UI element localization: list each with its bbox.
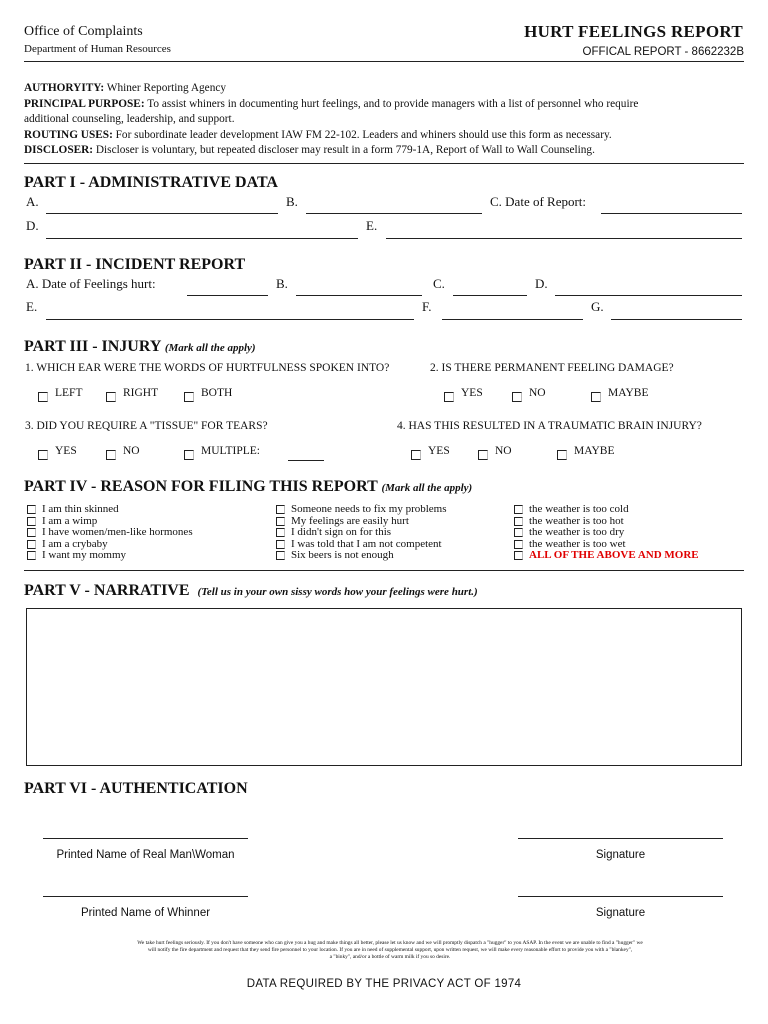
part3-question-4: 4. HAS THIS RESULTED IN A TRAUMATIC BRAIN INJURY? <box>397 420 702 432</box>
reason-mommy[interactable] <box>27 550 193 562</box>
reason-checkbox[interactable] <box>514 528 523 537</box>
signature-2-label: Signature <box>595 907 646 919</box>
q2-maybe-label: MAYBE <box>608 387 649 399</box>
part4-reasons-col3 <box>514 504 699 562</box>
reason-checkbox[interactable] <box>276 540 285 549</box>
part3-question-3: 3. DID YOU REQUIRE A "TISSUE" FOR TEARS? <box>25 420 268 432</box>
q4-maybe-label: MAYBE <box>574 445 615 457</box>
part2-label-e: E. <box>26 299 38 314</box>
fine-print-line-1: We take hurt feelings seriously. If you don't have someone who can give you a hug and make things all better, please let us know and we will promptly dispatch a "hugger" to you ASAP. In the event we are unable to find a "hugger" we <box>137 940 643 946</box>
q3-no-checkbox[interactable] <box>106 450 116 460</box>
routing-label: ROUTING USES: <box>24 128 113 141</box>
q1-left-label: LEFT <box>55 387 83 399</box>
part1-field-a[interactable] <box>46 213 278 214</box>
part3-subtitle: (Mark all the apply) <box>164 342 256 354</box>
part3-title-text: PART III - INJURY <box>24 338 161 355</box>
part3-question-2: 2. IS THERE PERMANENT FEELING DAMAGE? <box>430 362 674 374</box>
part2-title: PART II - INCIDENT REPORT <box>24 256 246 273</box>
part4-reasons-col2 <box>276 504 447 562</box>
part1-field-date-of-report[interactable] <box>601 213 742 214</box>
q1-both-label: BOTH <box>201 387 233 399</box>
signature-1-field[interactable] <box>518 838 723 839</box>
reason-label: I was told that I am not competent <box>291 537 442 550</box>
reason-checkbox[interactable] <box>514 505 523 514</box>
report-id: OFFICAL REPORT - 8662232B <box>582 46 744 58</box>
discloser-text: Discloser is voluntary, but repeated discloser may result in a form 779-1A, Report of Wall to Wall Counseling. <box>93 144 595 157</box>
q2-no-checkbox[interactable] <box>512 392 522 402</box>
part2-label-c: C. <box>433 276 445 291</box>
signature-1-label: Signature <box>595 849 646 861</box>
reason-label: I am a crybaby <box>42 537 108 550</box>
narrative-textarea[interactable] <box>26 608 742 766</box>
q1-right-label: RIGHT <box>123 387 159 399</box>
part4-title <box>24 478 472 496</box>
reason-highlight-label: ALL OF THE ABOVE AND MORE <box>529 549 699 561</box>
report-title: HURT FEELINGS REPORT <box>524 22 743 41</box>
q2-no-label: NO <box>529 387 546 399</box>
reason-checkbox[interactable] <box>514 517 523 526</box>
signature-2-field[interactable] <box>518 896 723 897</box>
reason-checkbox[interactable] <box>276 551 285 560</box>
part1-field-b[interactable] <box>306 213 482 214</box>
q1-both-checkbox[interactable] <box>184 392 194 402</box>
reason-label: I have women/men-like hormones <box>42 526 193 538</box>
part2-label-f: F. <box>422 299 432 314</box>
routing-text: For subordinate leader development IAW FM 22-102. Leaders and whiners should use this form as necessary. <box>112 128 612 141</box>
part5-title <box>24 582 478 600</box>
part2-label-g: G. <box>591 299 604 314</box>
printed-name-real-field[interactable] <box>43 838 248 839</box>
part1-title: PART I - ADMINISTRATIVE DATA <box>24 174 278 191</box>
part1-label-c: C. Date of Report: <box>490 194 587 209</box>
reason-checkbox[interactable] <box>27 517 36 526</box>
reason-label: I want my mommy <box>42 549 127 561</box>
part4-divider <box>24 570 744 571</box>
part1-label-d: D. <box>26 218 39 233</box>
purpose-text-cont: additional counseling, leadership, and support. <box>24 113 235 126</box>
part1-label-e: E. <box>366 218 378 233</box>
part3-title <box>24 338 256 356</box>
q3-multiple-field[interactable] <box>288 460 324 461</box>
reason-checkbox[interactable] <box>27 551 36 560</box>
q3-no-label: NO <box>123 445 140 457</box>
reason-checkbox[interactable] <box>27 528 36 537</box>
part1-label-b: B. <box>286 194 298 209</box>
q1-left-checkbox[interactable] <box>38 392 48 402</box>
q1-right-checkbox[interactable] <box>106 392 116 402</box>
reason-label: My feelings are easily hurt <box>291 514 409 527</box>
q3-multiple-checkbox[interactable] <box>184 450 194 460</box>
part2-label-b: B. <box>276 276 288 291</box>
reason-checkbox[interactable] <box>27 505 36 514</box>
part2-field-d[interactable] <box>555 295 742 296</box>
q3-yes-checkbox[interactable] <box>38 450 48 460</box>
reason-checkbox[interactable] <box>276 528 285 537</box>
authority-text: Whiner Reporting Agency <box>104 82 227 94</box>
part4-reasons-col1 <box>27 504 193 562</box>
reason-all-of-the-above[interactable] <box>514 550 699 562</box>
part1-field-d[interactable] <box>46 238 358 239</box>
purpose-label: PRINCIPAL PURPOSE: <box>24 97 145 110</box>
purpose-text: To assist whiners in documenting hurt feelings, and to provide managers with a list of personnel who require <box>144 97 639 110</box>
part1-field-e[interactable] <box>386 238 742 239</box>
authority-block <box>24 81 638 159</box>
q2-yes-checkbox[interactable] <box>444 392 454 402</box>
privacy-act-notice: DATA REQUIRED BY THE PRIVACY ACT OF 1974 <box>246 978 522 990</box>
part2-field-date-of-feelings-hurt[interactable] <box>187 295 268 296</box>
q4-no-checkbox[interactable] <box>478 450 488 460</box>
printed-name-whinner-field[interactable] <box>43 896 248 897</box>
q2-yes-label: YES <box>461 387 483 399</box>
reason-checkbox[interactable] <box>514 540 523 549</box>
q4-maybe-checkbox[interactable] <box>557 450 567 460</box>
part1-label-a: A. <box>26 194 39 209</box>
reason-checkbox[interactable] <box>276 505 285 514</box>
reason-checkbox[interactable] <box>276 517 285 526</box>
reason-checkbox[interactable] <box>514 551 523 560</box>
part2-field-e[interactable] <box>46 319 414 320</box>
fine-print <box>40 940 740 961</box>
part5-subtitle: (Tell us in your own sissy words how your feelings were hurt.) <box>197 586 478 598</box>
office-name: Office of Complaints <box>24 24 143 39</box>
part4-title-text: PART IV - REASON FOR FILING THIS REPORT <box>24 478 378 495</box>
header-divider <box>24 61 744 62</box>
reason-checkbox[interactable] <box>27 540 36 549</box>
department-name: Department of Human Resources <box>24 43 171 55</box>
q4-no-label: NO <box>495 445 512 457</box>
q4-yes-label: YES <box>428 445 450 457</box>
part5-title-text: PART V - NARRATIVE <box>24 582 190 599</box>
part3-question-1: 1. WHICH EAR WERE THE WORDS OF HURTFULNESS SPOKEN INTO? <box>25 362 390 374</box>
part2-label-d: D. <box>535 276 548 291</box>
fine-print-line-3: a "binky", and/or a bottle of warm milk if you so desire. <box>329 954 451 960</box>
part2-field-g[interactable] <box>611 319 742 320</box>
reason-label: the weather is too cold <box>529 503 629 515</box>
q2-maybe-checkbox[interactable] <box>591 392 601 402</box>
reason-label: the weather is too hot <box>529 514 624 527</box>
part6-title: PART VI - AUTHENTICATION <box>24 780 248 797</box>
reason-label: I am thin skinned <box>42 503 119 515</box>
reason-label: the weather is too dry <box>529 526 625 538</box>
printed-name-real-label: Printed Name of Real Man\Woman <box>56 849 235 861</box>
q3-multiple-label: MULTIPLE: <box>201 445 260 457</box>
reason-label: Six beers is not enough <box>291 549 394 561</box>
discloser-label: DISCLOSER: <box>24 144 94 157</box>
q4-yes-checkbox[interactable] <box>411 450 421 460</box>
reason-six-beers[interactable] <box>276 550 447 562</box>
part2-field-f[interactable] <box>442 319 583 320</box>
authority-divider <box>24 163 744 164</box>
q3-yes-label: YES <box>55 445 77 457</box>
reason-label: I am a wimp <box>42 514 98 527</box>
part2-field-c[interactable] <box>453 295 527 296</box>
authority-label: AUTHORYITY: <box>24 82 105 94</box>
part2-field-b[interactable] <box>296 295 422 296</box>
part4-subtitle: (Mark all the apply) <box>381 482 473 494</box>
printed-name-whinner-label: Printed Name of Whinner <box>80 907 211 919</box>
reason-label: I didn't sign on for this <box>291 526 392 538</box>
reason-label: Someone needs to fix my problems <box>291 503 447 515</box>
reason-label: the weather is too wet <box>529 537 626 550</box>
fine-print-line-2: will notify the fire department and request that they send fire personnel to your location. If you are in need of supplemental support, upon written request, we will make every reasonable effort to provide you with a "blankey", <box>147 947 633 953</box>
part2-label-a: A. Date of Feelings hurt: <box>26 276 156 291</box>
